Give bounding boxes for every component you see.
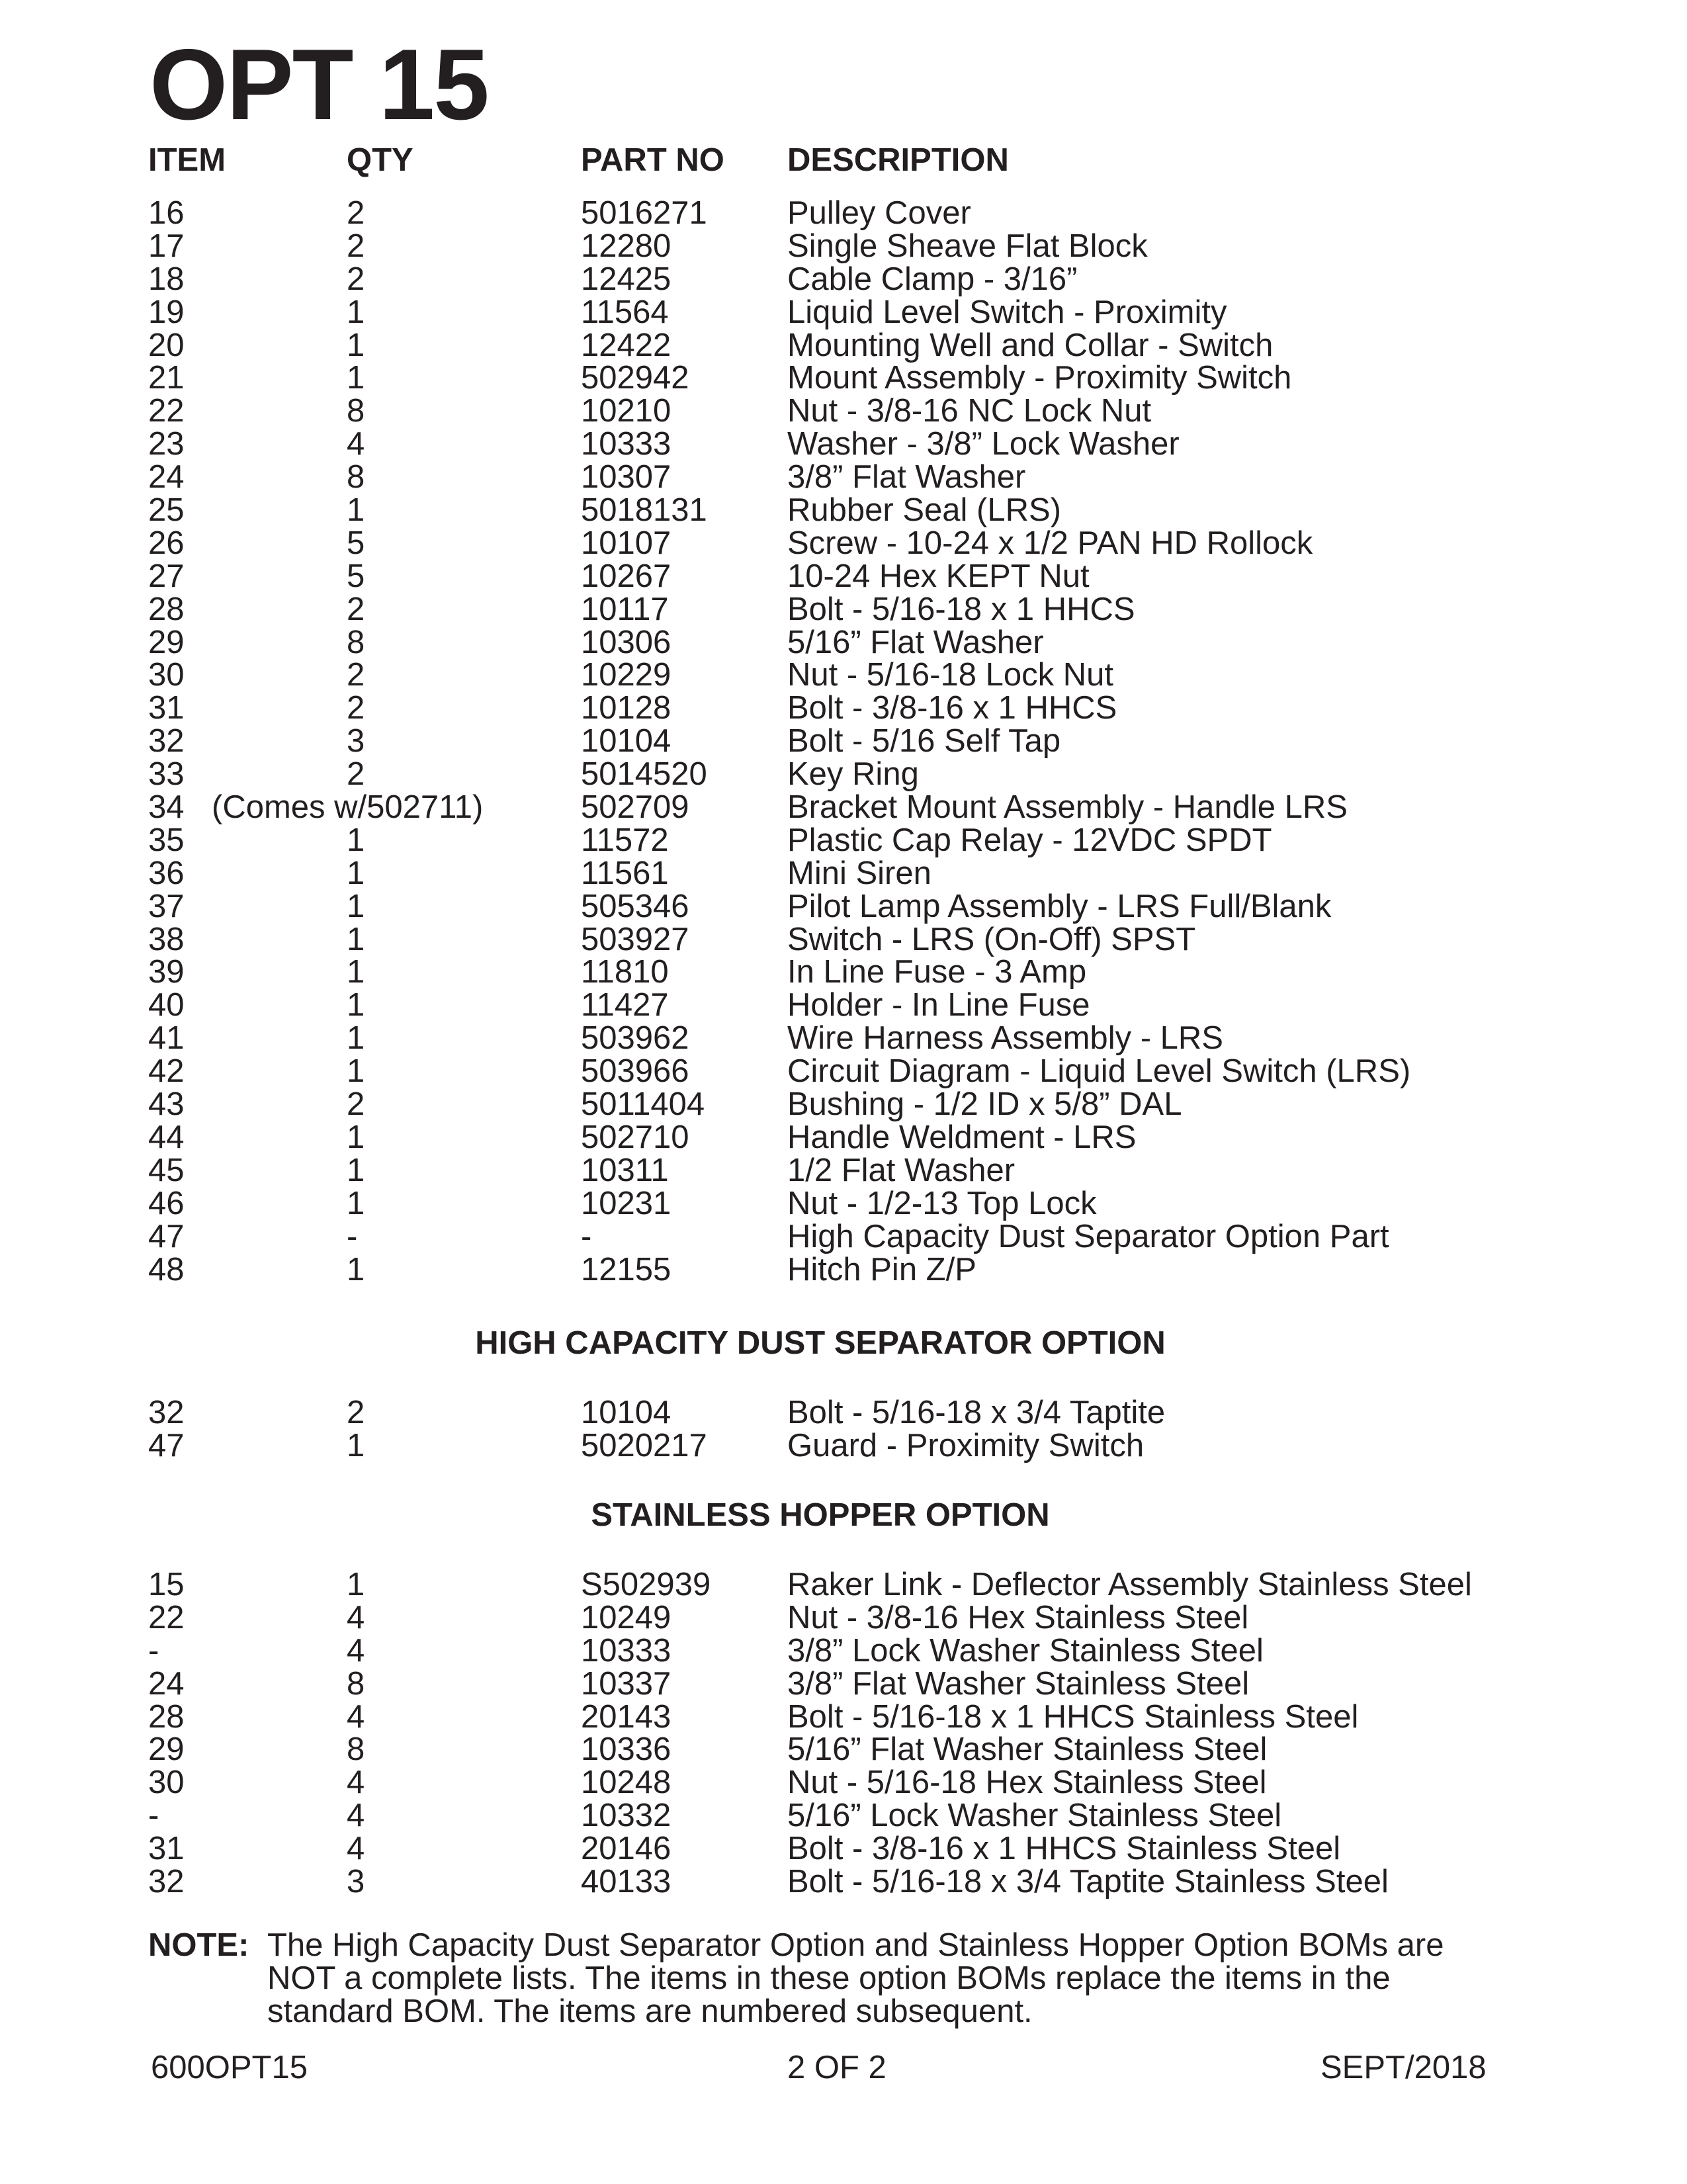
item-cell: 25 bbox=[148, 492, 185, 529]
hcds-section-title: HIGH CAPACITY DUST SEPARATOR OPTION bbox=[475, 1325, 1166, 1361]
description-cell: Washer - 3/8” Lock Washer bbox=[787, 426, 1180, 462]
qty-cell: 3 bbox=[347, 723, 365, 760]
table-row bbox=[0, 593, 1687, 626]
qty-cell: 8 bbox=[347, 624, 365, 660]
description-cell: Pulley Cover bbox=[787, 195, 971, 231]
description-cell: Nut - 1/2-13 Top Lock bbox=[787, 1185, 1097, 1221]
table-row bbox=[0, 1766, 1687, 1799]
part-no-cell: 10210 bbox=[581, 393, 671, 429]
table-row bbox=[0, 1634, 1687, 1667]
table-row bbox=[0, 1220, 1687, 1253]
qty-cell: (Comes w/502711) bbox=[212, 789, 484, 826]
item-cell: 41 bbox=[148, 1020, 185, 1057]
table-row bbox=[0, 955, 1687, 988]
table-row bbox=[0, 758, 1687, 791]
part-no-cell: 40133 bbox=[581, 1864, 671, 1900]
table-row bbox=[0, 1396, 1687, 1429]
item-cell: 20 bbox=[148, 327, 185, 363]
table-row bbox=[0, 1429, 1687, 1462]
part-no-cell: 10337 bbox=[581, 1665, 671, 1702]
item-cell: 24 bbox=[148, 1665, 185, 1702]
item-cell: 42 bbox=[148, 1053, 185, 1090]
table-row bbox=[0, 988, 1687, 1022]
item-cell: 32 bbox=[148, 1395, 185, 1430]
qty-cell: 1 bbox=[347, 921, 365, 957]
description-cell: Handle Weldment - LRS bbox=[787, 1119, 1137, 1155]
item-cell: 47 bbox=[148, 1427, 185, 1463]
table-row bbox=[0, 658, 1687, 691]
table-row bbox=[0, 691, 1687, 724]
qty-cell: 8 bbox=[347, 1731, 365, 1768]
item-cell: 30 bbox=[148, 1765, 185, 1801]
item-cell: 18 bbox=[148, 261, 185, 297]
description-cell: 3/8” Lock Washer Stainless Steel bbox=[787, 1632, 1264, 1669]
part-no-cell: 20143 bbox=[581, 1698, 671, 1735]
description-cell: 3/8” Flat Washer Stainless Steel bbox=[787, 1665, 1250, 1702]
item-cell: 47 bbox=[148, 1218, 185, 1254]
table-row bbox=[0, 197, 1687, 230]
table-row bbox=[0, 263, 1687, 296]
table-row bbox=[0, 1121, 1687, 1154]
table-row bbox=[0, 494, 1687, 527]
item-cell: 23 bbox=[148, 426, 185, 462]
qty-cell: 4 bbox=[347, 1632, 365, 1669]
item-cell: 29 bbox=[148, 1731, 185, 1768]
item-cell: 19 bbox=[148, 294, 185, 330]
description-cell: Circuit Diagram - Liquid Level Switch (LRS) bbox=[787, 1053, 1411, 1090]
table-row bbox=[0, 890, 1687, 923]
part-no-cell: 10267 bbox=[581, 558, 671, 594]
description-cell: Bolt - 5/16 Self Tap bbox=[787, 723, 1061, 760]
footer-page-number: 2 OF 2 bbox=[787, 2050, 887, 2085]
item-cell: 40 bbox=[148, 987, 185, 1024]
stainless-section-title: STAINLESS HOPPER OPTION bbox=[591, 1497, 1050, 1533]
item-cell: 22 bbox=[148, 1599, 185, 1636]
item-cell: 48 bbox=[148, 1251, 185, 1288]
qty-cell: 3 bbox=[347, 1864, 365, 1900]
qty-cell: 2 bbox=[347, 1086, 365, 1123]
part-no-cell: 10336 bbox=[581, 1731, 671, 1768]
description-cell: Liquid Level Switch - Proximity bbox=[787, 294, 1227, 330]
description-cell: Guard - Proximity Switch bbox=[787, 1427, 1145, 1463]
description-cell: Raker Link - Deflector Assembly Stainless Steel bbox=[787, 1567, 1472, 1602]
item-cell: 37 bbox=[148, 888, 185, 924]
item-cell: 38 bbox=[148, 921, 185, 957]
description-cell: 10-24 Hex KEPT Nut bbox=[787, 558, 1090, 594]
part-no-cell: 11810 bbox=[581, 954, 669, 990]
part-no-cell: 10128 bbox=[581, 690, 671, 726]
description-cell: Cable Clamp - 3/16” bbox=[787, 261, 1078, 297]
qty-cell: 1 bbox=[347, 1251, 365, 1288]
description-cell: Single Sheave Flat Block bbox=[787, 228, 1148, 264]
table-row bbox=[0, 824, 1687, 857]
item-cell: 17 bbox=[148, 228, 185, 264]
table-row bbox=[0, 1832, 1687, 1865]
description-cell: 3/8” Flat Washer bbox=[787, 459, 1026, 496]
part-no-cell: 5016271 bbox=[581, 195, 707, 231]
item-cell: 30 bbox=[148, 657, 185, 693]
qty-cell: 2 bbox=[347, 657, 365, 693]
description-cell: Wire Harness Assembly - LRS bbox=[787, 1020, 1223, 1057]
description-cell: Pilot Lamp Assembly - LRS Full/Blank bbox=[787, 888, 1332, 924]
description-cell: Bolt - 5/16-18 x 3/4 Taptite Stainless Steel bbox=[787, 1864, 1389, 1900]
part-no-cell: 10229 bbox=[581, 657, 671, 693]
part-no-cell: 10248 bbox=[581, 1765, 671, 1801]
item-cell: 44 bbox=[148, 1119, 185, 1155]
table-row bbox=[0, 1700, 1687, 1733]
part-no-cell: 10333 bbox=[581, 1632, 671, 1669]
table-row bbox=[0, 1187, 1687, 1220]
table-row bbox=[0, 1088, 1687, 1121]
part-no-cell: 502709 bbox=[581, 789, 689, 826]
item-cell: 29 bbox=[148, 624, 185, 660]
item-cell: 36 bbox=[148, 855, 185, 891]
description-cell: Plastic Cap Relay - 12VDC SPDT bbox=[787, 822, 1272, 858]
description-cell: Key Ring bbox=[787, 756, 919, 793]
qty-cell: 2 bbox=[347, 1395, 365, 1430]
table-row bbox=[0, 724, 1687, 758]
description-cell: Hitch Pin Z/P bbox=[787, 1251, 976, 1288]
qty-cell: 2 bbox=[347, 756, 365, 793]
part-no-cell: 10107 bbox=[581, 525, 671, 561]
qty-cell: 1 bbox=[347, 987, 365, 1024]
description-cell: Screw - 10-24 x 1/2 PAN HD Rollock bbox=[787, 525, 1313, 561]
part-no-cell: 10311 bbox=[581, 1152, 669, 1188]
qty-cell: 8 bbox=[347, 393, 365, 429]
table-row bbox=[0, 923, 1687, 956]
part-no-cell: 5020217 bbox=[581, 1427, 707, 1463]
table-row bbox=[0, 791, 1687, 824]
qty-cell: 1 bbox=[347, 855, 365, 891]
table-row bbox=[0, 1865, 1687, 1898]
qty-cell: 2 bbox=[347, 591, 365, 627]
description-cell: Nut - 3/8-16 Hex Stainless Steel bbox=[787, 1599, 1249, 1636]
column-header-item: ITEM bbox=[148, 142, 226, 178]
part-no-cell: 503966 bbox=[581, 1053, 689, 1090]
table-row bbox=[0, 626, 1687, 659]
table-row bbox=[0, 1154, 1687, 1187]
item-cell: 15 bbox=[148, 1567, 185, 1602]
column-header-part-no: PART NO bbox=[581, 142, 724, 178]
part-no-cell: 10249 bbox=[581, 1599, 671, 1636]
description-cell: Bracket Mount Assembly - Handle LRS bbox=[787, 789, 1348, 826]
qty-cell: 2 bbox=[347, 228, 365, 264]
qty-cell: 4 bbox=[347, 1765, 365, 1801]
part-no-cell: 502710 bbox=[581, 1119, 689, 1155]
description-cell: Nut - 3/8-16 NC Lock Nut bbox=[787, 393, 1152, 429]
table-row bbox=[0, 1055, 1687, 1088]
item-cell: 43 bbox=[148, 1086, 185, 1123]
table-row bbox=[0, 329, 1687, 362]
item-cell: 16 bbox=[148, 195, 185, 231]
qty-cell: 2 bbox=[347, 195, 365, 231]
part-no-cell: 10306 bbox=[581, 624, 671, 660]
part-no-cell: 12422 bbox=[581, 327, 671, 363]
main-parts-table bbox=[0, 197, 1687, 1286]
table-row bbox=[0, 427, 1687, 460]
description-cell: Bolt - 5/16-18 x 1 HHCS bbox=[787, 591, 1135, 627]
part-no-cell: 10231 bbox=[581, 1185, 671, 1221]
table-row bbox=[0, 460, 1687, 494]
description-cell: Nut - 5/16-18 Hex Stainless Steel bbox=[787, 1765, 1267, 1801]
table-row bbox=[0, 361, 1687, 394]
qty-cell: 1 bbox=[347, 1567, 365, 1602]
description-cell: 5/16” Flat Washer bbox=[787, 624, 1044, 660]
item-cell: 28 bbox=[148, 1698, 185, 1735]
footer-doc-id: 600OPT15 bbox=[151, 2050, 308, 2085]
qty-cell: 8 bbox=[347, 459, 365, 496]
table-row bbox=[0, 1667, 1687, 1700]
item-cell: - bbox=[148, 1632, 159, 1669]
item-cell: 21 bbox=[148, 360, 185, 396]
item-cell: 22 bbox=[148, 393, 185, 429]
item-cell: 27 bbox=[148, 558, 185, 594]
description-cell: 5/16” Lock Washer Stainless Steel bbox=[787, 1798, 1282, 1834]
description-cell: Bolt - 3/8-16 x 1 HHCS Stainless Steel bbox=[787, 1831, 1341, 1867]
part-no-cell: 12280 bbox=[581, 228, 671, 264]
table-row bbox=[0, 1022, 1687, 1055]
qty-cell: 1 bbox=[347, 1020, 365, 1057]
qty-cell: 2 bbox=[347, 690, 365, 726]
part-no-cell: 12155 bbox=[581, 1251, 671, 1288]
part-no-cell: 5011404 bbox=[581, 1086, 705, 1123]
part-no-cell: S502939 bbox=[581, 1567, 711, 1602]
description-cell: In Line Fuse - 3 Amp bbox=[787, 954, 1087, 990]
description-cell: Nut - 5/16-18 Lock Nut bbox=[787, 657, 1113, 693]
qty-cell: 1 bbox=[347, 360, 365, 396]
item-cell: 31 bbox=[148, 1831, 185, 1867]
description-cell: Mounting Well and Collar - Switch bbox=[787, 327, 1274, 363]
qty-cell: 4 bbox=[347, 426, 365, 462]
item-cell: 32 bbox=[148, 1864, 185, 1900]
item-cell: 26 bbox=[148, 525, 185, 561]
description-cell: 5/16” Flat Washer Stainless Steel bbox=[787, 1731, 1268, 1768]
item-cell: 34 bbox=[148, 789, 185, 826]
qty-cell: 5 bbox=[347, 558, 365, 594]
item-cell: 24 bbox=[148, 459, 185, 496]
item-cell: 32 bbox=[148, 723, 185, 760]
part-no-cell: 503927 bbox=[581, 921, 689, 957]
footer-date: SEPT/2018 bbox=[1320, 2050, 1487, 2085]
table-row bbox=[0, 527, 1687, 560]
table-row bbox=[0, 1601, 1687, 1634]
part-no-cell: 10332 bbox=[581, 1798, 671, 1834]
description-cell: Bolt - 5/16-18 x 3/4 Taptite bbox=[787, 1395, 1166, 1430]
part-no-cell: 5014520 bbox=[581, 756, 707, 793]
table-row bbox=[0, 394, 1687, 427]
description-cell: 1/2 Flat Washer bbox=[787, 1152, 1016, 1188]
qty-cell: 4 bbox=[347, 1798, 365, 1834]
qty-cell: 4 bbox=[347, 1599, 365, 1636]
part-no-cell: 5018131 bbox=[581, 492, 707, 529]
description-cell: Mount Assembly - Proximity Switch bbox=[787, 360, 1292, 396]
qty-cell: 5 bbox=[347, 525, 365, 561]
table-row bbox=[0, 1733, 1687, 1766]
qty-cell: 1 bbox=[347, 1152, 365, 1188]
stainless-parts-table bbox=[0, 1568, 1687, 1898]
qty-cell: 1 bbox=[347, 294, 365, 330]
qty-cell: 1 bbox=[347, 1427, 365, 1463]
table-row bbox=[0, 1568, 1687, 1601]
qty-cell: 1 bbox=[347, 327, 365, 363]
qty-cell: 2 bbox=[347, 261, 365, 297]
description-cell: Bolt - 5/16-18 x 1 HHCS Stainless Steel bbox=[787, 1698, 1359, 1735]
description-cell: Mini Siren bbox=[787, 855, 931, 891]
description-cell: Rubber Seal (LRS) bbox=[787, 492, 1061, 529]
qty-cell: 1 bbox=[347, 1185, 365, 1221]
part-no-cell: 12425 bbox=[581, 261, 671, 297]
part-no-cell: 11572 bbox=[581, 822, 669, 858]
qty-cell: 4 bbox=[347, 1698, 365, 1735]
qty-cell: 1 bbox=[347, 1053, 365, 1090]
part-no-cell: 10104 bbox=[581, 723, 671, 760]
part-no-cell: 11564 bbox=[581, 294, 669, 330]
item-cell: 31 bbox=[148, 690, 185, 726]
item-cell: 39 bbox=[148, 954, 185, 990]
table-row bbox=[0, 230, 1687, 263]
part-no-cell: - bbox=[581, 1218, 592, 1254]
part-no-cell: 11427 bbox=[581, 987, 669, 1024]
qty-cell: 1 bbox=[347, 888, 365, 924]
qty-cell: 1 bbox=[347, 954, 365, 990]
page-title: OPT 15 bbox=[150, 28, 488, 141]
hcds-parts-table bbox=[0, 1396, 1687, 1462]
qty-cell: - bbox=[347, 1218, 358, 1254]
part-no-cell: 503962 bbox=[581, 1020, 689, 1057]
table-row bbox=[0, 560, 1687, 593]
part-no-cell: 20146 bbox=[581, 1831, 671, 1867]
description-cell: Bolt - 3/8-16 x 1 HHCS bbox=[787, 690, 1117, 726]
part-no-cell: 10307 bbox=[581, 459, 671, 496]
item-cell: 33 bbox=[148, 756, 185, 793]
description-cell: High Capacity Dust Separator Option Part bbox=[787, 1218, 1389, 1254]
description-cell: Holder - In Line Fuse bbox=[787, 987, 1090, 1024]
part-no-cell: 11561 bbox=[581, 855, 669, 891]
table-row bbox=[0, 1799, 1687, 1832]
qty-cell: 8 bbox=[347, 1665, 365, 1702]
note-label: NOTE: bbox=[148, 1927, 249, 1963]
part-no-cell: 10333 bbox=[581, 426, 671, 462]
part-no-cell: 502942 bbox=[581, 360, 689, 396]
description-cell: Switch - LRS (On-Off) SPST bbox=[787, 921, 1196, 957]
qty-cell: 1 bbox=[347, 1119, 365, 1155]
table-row bbox=[0, 296, 1687, 329]
column-header-description: DESCRIPTION bbox=[787, 142, 1009, 178]
item-cell: 35 bbox=[148, 822, 185, 858]
table-row bbox=[0, 1253, 1687, 1286]
qty-cell: 1 bbox=[347, 822, 365, 858]
column-header-qty: QTY bbox=[347, 142, 413, 178]
description-cell: Bushing - 1/2 ID x 5/8” DAL bbox=[787, 1086, 1182, 1123]
item-cell: 46 bbox=[148, 1185, 185, 1221]
table-row bbox=[0, 857, 1687, 890]
note-text: The High Capacity Dust Separator Option and Stainless Hopper Option BOMs are NOT a complete lists. The items in these option BOMs replace the items in the standard BOM. The items are numbered subsequent. bbox=[267, 1927, 1444, 2029]
item-cell: - bbox=[148, 1798, 159, 1834]
item-cell: 45 bbox=[148, 1152, 185, 1188]
part-no-cell: 10104 bbox=[581, 1395, 671, 1430]
qty-cell: 1 bbox=[347, 492, 365, 529]
part-no-cell: 10117 bbox=[581, 591, 669, 627]
qty-cell: 4 bbox=[347, 1831, 365, 1867]
part-no-cell: 505346 bbox=[581, 888, 689, 924]
item-cell: 28 bbox=[148, 591, 185, 627]
